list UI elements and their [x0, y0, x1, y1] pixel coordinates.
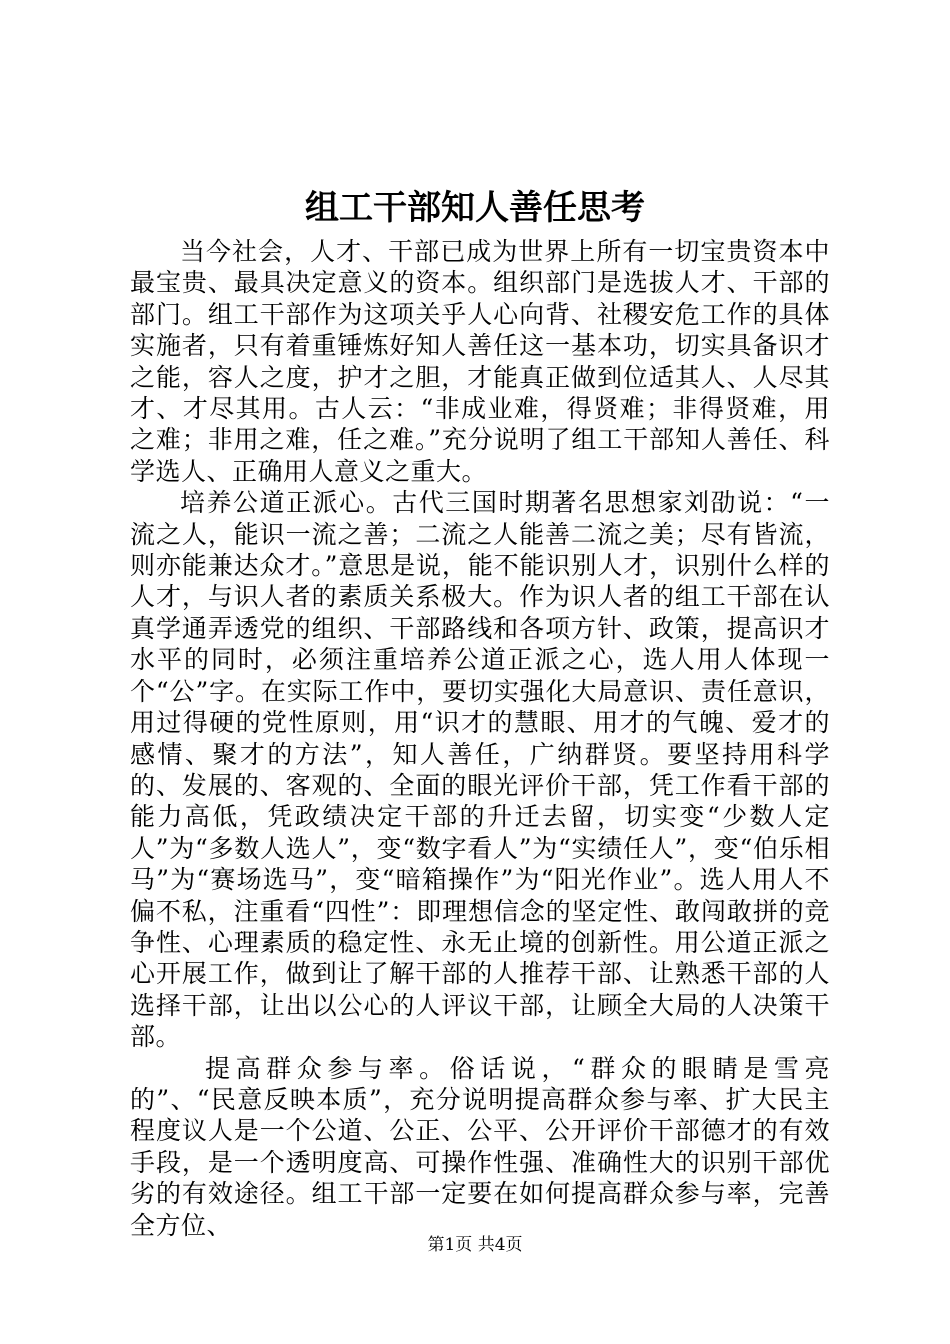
document-title: 组工干部知人善任思考 — [305, 188, 645, 228]
page-number-footer: 第1页 共4页 — [427, 1235, 523, 1255]
paragraph-fairness: 培养公道正派心。古代三国时期著名思想家刘劭说：“一流之人，能识一流之善；二流之人能善二流之美；尽有皆流，则亦能兼达众才。”意思是说，能不能识别人才，识别什么样的人才，与识人者的素质关系极大。作为识人者的组工干部在认真学通弄透党的组织、干部路线和各项方针、政策，提高识才水平的同时，必须注重培养公道正派之心，选人用人体现一个“公”字。在实际工作中，要切实强化大局意识、责任意识，用过得硬的党性原则，用“识才的慧眼、用才的气魄、爱才的感情、聚才的方法”，知人善任，广纳群贤。要坚持用科学的、发展的、客观的、全面的眼光评价干部，凭工作看干部的能力高低，凭政绩决定干部的升迁去留，切实变“少数人定人”为“多数人选人”，变“数字看人”为“实绩任人”，变“伯乐相马”为“赛场选马”，变“暗箱操作”为“阳光作业”。选人用人不偏不私，注重看“四性”：即理想信念的坚定性、敢闯敢拼的竞争性、心理素质的稳定性、永无止境的创新性。用公道正派之心开展工作，做到让了解干部的人推荐干部、让熟悉干部的人选择干部，让出以公心的人评议干部，让顾全大局的人决策干部。 — [130, 488, 830, 1052]
paragraph-participation: 提高群众参与率。俗话说，“群众的眼睛是雪亮的”、“民意反映本质”，充分说明提高群众参与率、扩大民主程度议人是一个公道、公正、公平、公开评价干部德才的有效手段，是一个透明度高、可操作性强、准确性大的识别干部优劣的有效途径。组工干部一定要在如何提高群众参与率，完善全方位、 — [130, 1053, 830, 1240]
document-body — [130, 236, 830, 1241]
paragraph-intro: 当今社会，人才、干部已成为世界上所有一切宝贵资本中最宝贵、最具决定意义的资本。组织部门是选拔人才、干部的部门。组工干部作为这项关乎人心向背、社稷安危工作的具体实施者，只有着重锤炼好知人善任这一基本功，切实具备识才之能，容人之度，护才之胆，才能真正做到位适其人、人尽其才、才尽其用。古人云：“非成业难，得贤难；非得贤难，用之难；非用之难，任之难。”充分说明了组工干部知人善任、科学选人、正确用人意义之重大。 — [130, 237, 830, 486]
